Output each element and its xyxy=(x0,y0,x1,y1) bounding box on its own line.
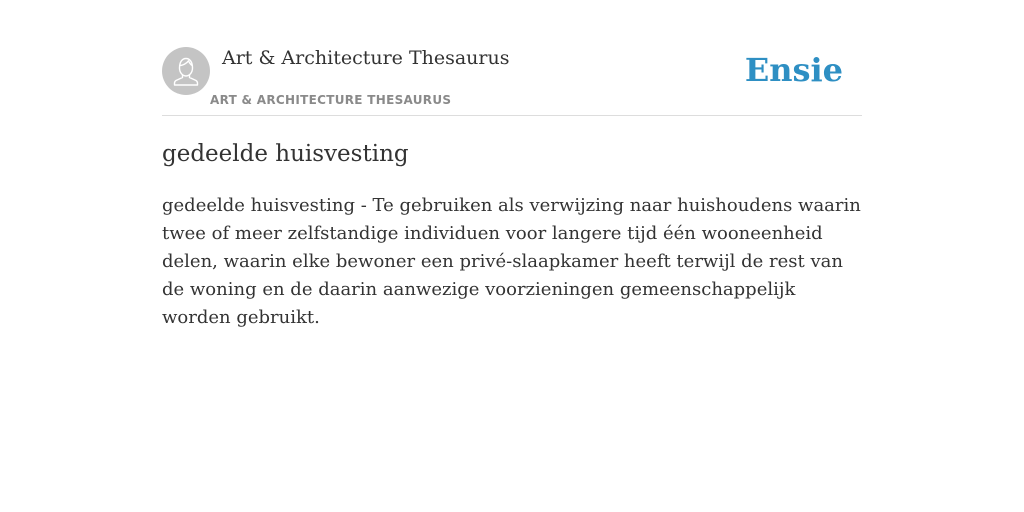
brand-logo[interactable]: Ensie xyxy=(744,51,843,89)
source-avatar[interactable] xyxy=(162,47,210,95)
source-subtitle[interactable]: ART & ARCHITECTURE THESAURUS xyxy=(210,93,452,107)
user-icon xyxy=(162,47,210,95)
term-title: gedeelde huisvesting xyxy=(162,141,409,167)
term-definition: gedeelde huisvesting - Te gebruiken als verwijzing naar huishoudens waarin twee of meer zelfstandige individuen voor langere tijd één wooneenheid delen, waarin elke bewoner een privé-slaapkamer heeft terwijl de rest van de woning en de daarin aanwezige voorzieningen gemeenschappelijk worden gebruikt. xyxy=(162,195,861,328)
source-header xyxy=(162,46,862,116)
source-title[interactable]: Art & Architecture Thesaurus xyxy=(222,47,510,69)
